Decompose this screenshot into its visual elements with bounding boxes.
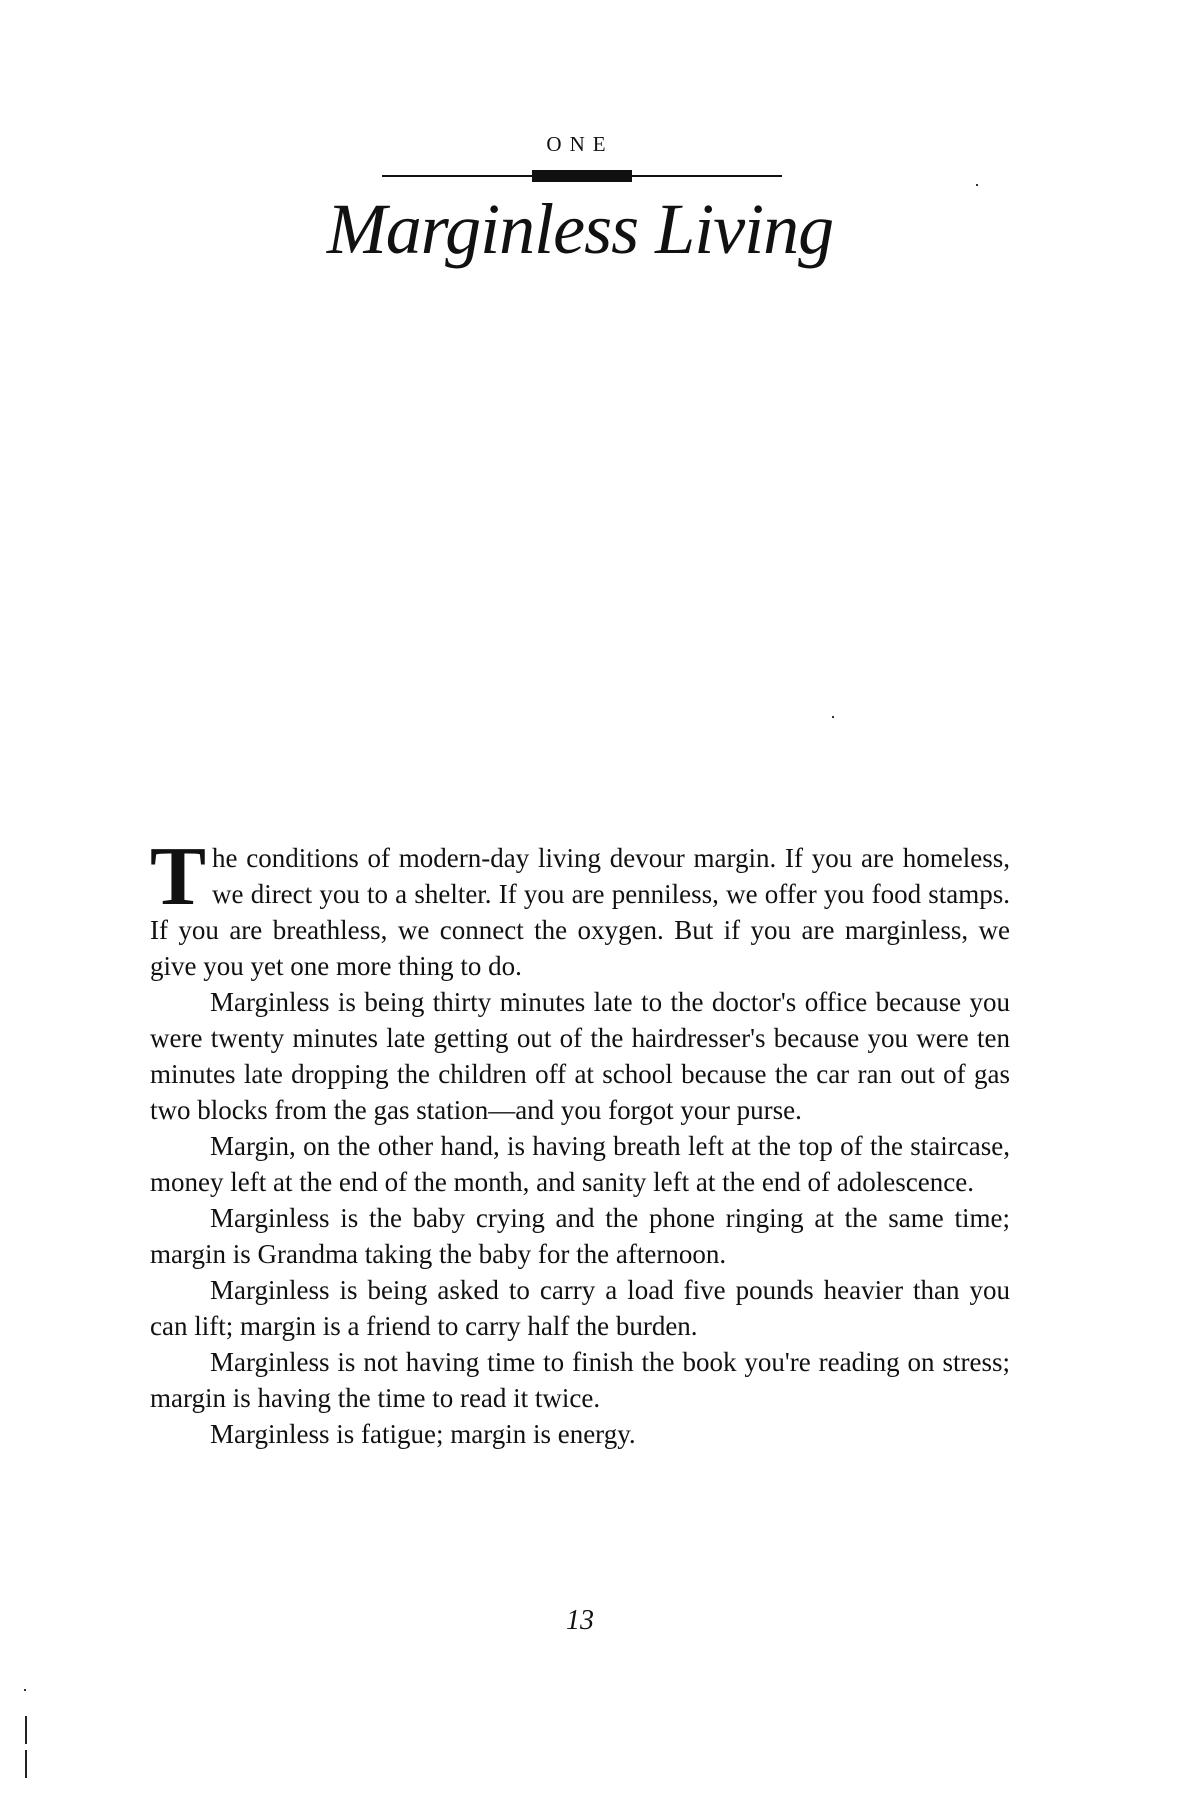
scan-edge-mark <box>25 1750 27 1778</box>
paragraph-3: Margin, on the other hand, is having breath left at the top of the staircase, money left at the end of the month, and sanity left at the end of adolescence. <box>150 1131 1010 1197</box>
scan-speck <box>976 184 978 186</box>
paragraph-2: Marginless is being thirty minutes late to the doctor's office because you were twenty minutes late getting out of the hairdresser's because you were ten minutes late dropping the children off at school because the car ran out of gas two blocks from the gas station—and you forgot your purse. <box>150 987 1010 1125</box>
scan-edge-mark <box>25 1716 27 1744</box>
paragraph-7: Marginless is fatigue; margin is energy. <box>210 1419 636 1449</box>
paragraph-6: Marginless is not having time to finish the book you're reading on stress; margin is having the time to read it twice. <box>150 1347 1010 1413</box>
drop-cap: T <box>150 830 207 923</box>
paragraph-4: Marginless is the baby crying and the phone ringing at the same time; margin is Grandma taking the baby for the afternoon. <box>150 1203 1010 1269</box>
chapter-number: ONE <box>546 132 614 156</box>
scan-speck <box>24 1689 26 1691</box>
chapter-rule <box>382 170 782 182</box>
body-text <box>150 830 1010 1452</box>
paragraph-1-text: he conditions of modern-day living devour margin. If you are homeless, we direct you to a shelter. If you are penniless, we offer you food stamps. If you are breathless, we connect the oxygen. But if you are marginless, we give you yet one more thing to do. <box>150 843 1010 981</box>
chapter-title: Marginless Living <box>326 189 834 269</box>
paragraph-5: Marginless is being asked to carry a load five pounds heavier than you can lift; margin is a friend to carry half the burden. <box>150 1275 1010 1341</box>
scan-speck <box>832 716 834 718</box>
paragraph-1 <box>150 830 1010 984</box>
rule-thick-bar <box>532 170 632 182</box>
page-number: 13 <box>566 1605 594 1636</box>
